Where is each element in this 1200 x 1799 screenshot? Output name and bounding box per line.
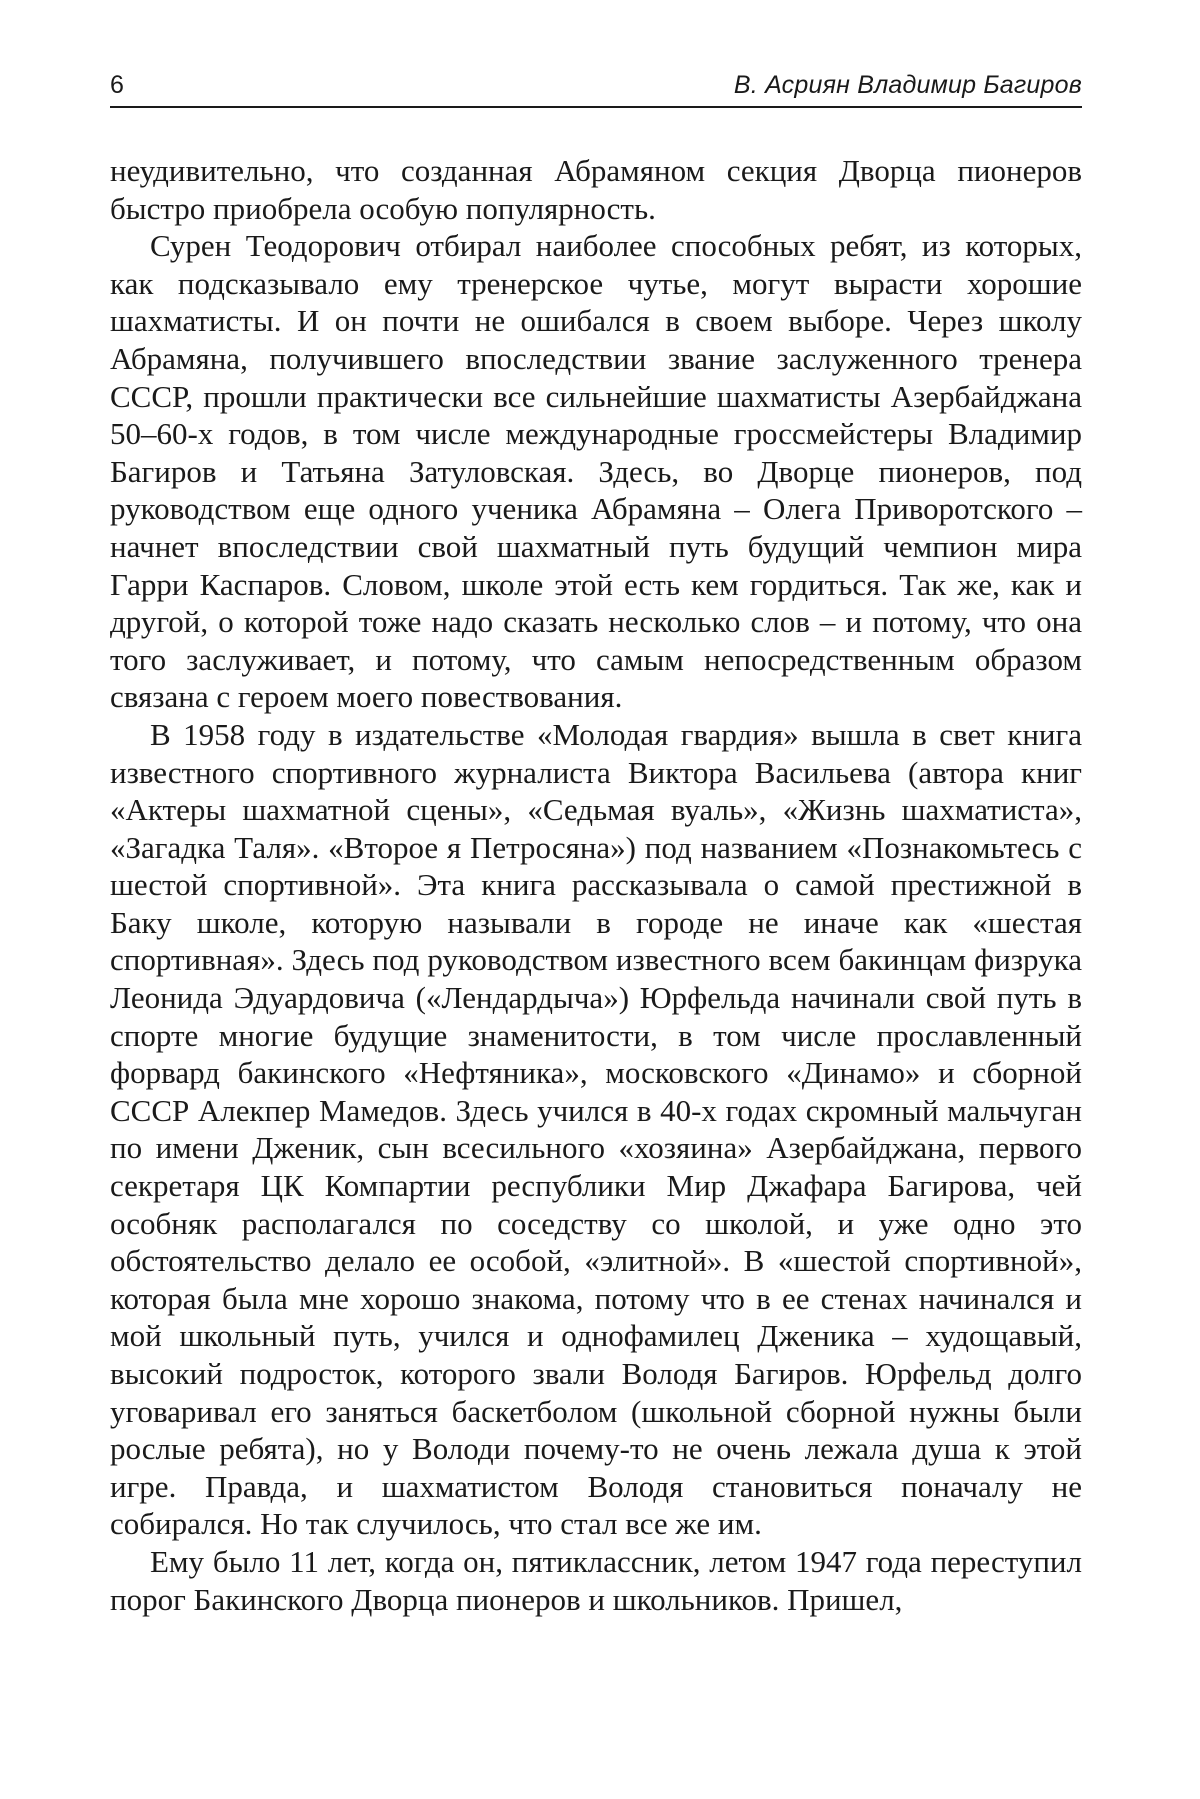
paragraph: Сурен Теодорович отбирал наиболее способных ребят, из которых, как подсказывало ему тренерское чутье, могут вырасти хорошие шахматисты. И он почти не ошибался в своем выборе. Через школу Абрамяна, получившего впоследствии звание заслуженного тренера СССР, прошли практически все сильнейшие шахматисты Азербайджана 50–60-х годов, в том числе международные гроссмейстеры Владимир Багиров и Татьяна Затуловская. Здесь, во Дворце пионеров, под руководством еще одного ученика Абрамяна – Олега Приворотского – начнет впоследствии свой шахматный путь будущий чемпион мира Гарри Каспаров. Словом, школе этой есть кем гордиться. Так же, как и другой, о которой тоже надо сказать несколько слов – и потому, что она того заслуживает, и потому, что самым непосредственным образом связана с героем моего повествования. xyxy=(110,228,1082,715)
running-head-title: В. Асриян Владимир Багиров xyxy=(733,71,1082,99)
paragraph: В 1958 году в издательстве «Молодая гвардия» вышла в свет книга известного спортивного журналиста Виктора Васильева (автора книг «Актеры шахматной сцены», «Седьмая вуаль», «Жизнь шахматиста», «Загадка Таля». «Второе я Петросяна») под названием «Познакомьтесь с шестой спортивной». Эта книга рассказывала о самой престижной в Баку школе, которую называли в городе не иначе как «шестая спортивная». Здесь под руководством известного всем бакинцам физрука Леонида Эдуардовича («Лендардыча») Юрфельда начинали свой путь в спорте многие будущие знаменитости, в том числе прославленный форвард бакинского «Нефтяника», московского «Динамо» и сборной СССР Алекпер Мамедов. Здесь учился в 40-х годах скромный мальчуган по имени Дженик, сын всесильного «хозяина» Азербайджана, первого секретаря ЦК Компартии республики Мир Джафара Багирова, чей особняк располагался по соседству со школой, и уже одно это обстоятельство делало ее особой, «элитной». В «шестой спортивной», которая была мне хорошо знакома, потому что в ее стенах начинался и мой школьный путь, учился и однофамилец Дженика – худощавый, высокий подросток, которого звали Володя Багиров. Юрфельд долго уговаривал его заняться баскетболом (школьной сборной нужны были рослые ребята), но у Володи почему-то не очень лежала душа к этой игре. Правда, и шахматистом Володя становиться поначалу не собирался. Но так случилось, что стал все же им. xyxy=(110,716,1082,1542)
running-head xyxy=(110,70,1082,108)
book-page xyxy=(110,70,1082,1618)
body-text xyxy=(110,152,1082,1618)
page-number: 6 xyxy=(110,71,124,99)
paragraph: Ему было 11 лет, когда он, пятиклассник, летом 1947 года переступил порог Бакинского Дворца пионеров и школьников. Пришел, xyxy=(110,1543,1082,1617)
paragraph-continuation: неудивительно, что созданная Абрамяном секция Дворца пионеров быстро приобрела особую популярность. xyxy=(110,153,1082,226)
